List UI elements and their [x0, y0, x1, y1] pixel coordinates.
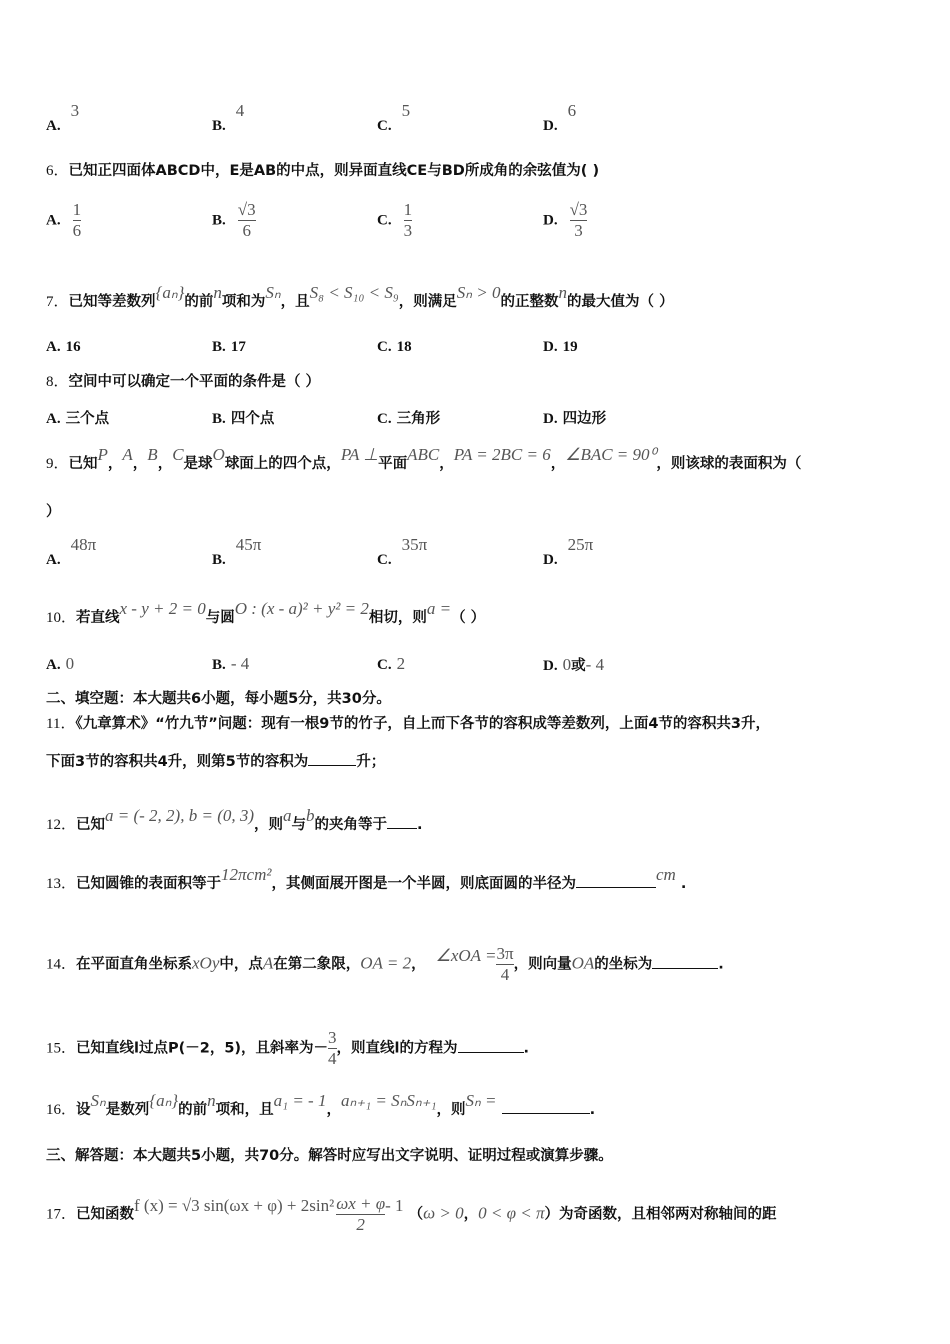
q6-option-b [212, 200, 256, 241]
question-number: 6． [46, 163, 69, 179]
answer-blank[interactable] [387, 814, 417, 829]
math: OA = 2 [360, 953, 412, 973]
option-label: C. [377, 552, 392, 568]
math: OA [571, 953, 595, 973]
question-8 [46, 372, 320, 392]
text: 已知圆锥的表面积等于 [76, 876, 222, 892]
text: （ [408, 1206, 424, 1223]
option-value: 四个点 [230, 411, 275, 427]
option-label: A. [46, 657, 61, 673]
text: 已知直线l过点P(－2，5)，且斜率为－ [76, 1040, 329, 1057]
question-17 [46, 1194, 776, 1235]
option-label: A. [46, 118, 61, 134]
question-number: 15． [46, 1040, 77, 1057]
question-number: 7． [46, 294, 69, 310]
numerator: 1 [72, 200, 82, 219]
text: 的最大值为（ ） [567, 294, 674, 310]
question-text: 空间中可以确定一个平面的条件是（ ） [68, 374, 321, 390]
q9-option-a [46, 535, 97, 569]
option-label: C. [377, 657, 392, 673]
text: 的坐标为 [594, 956, 653, 973]
q8-option-a [46, 407, 109, 428]
math: xOy [192, 953, 220, 973]
math: a [283, 806, 292, 825]
math: Sₙ [265, 283, 281, 302]
text: 的正整数 [500, 294, 559, 310]
text: 与 [291, 817, 307, 833]
fraction [238, 200, 256, 241]
question-16 [46, 1091, 596, 1120]
question-10 [46, 599, 486, 628]
text: 或 [571, 658, 586, 674]
q9-option-d [543, 535, 594, 569]
option-label: B. [212, 552, 226, 568]
q8-option-d [543, 407, 606, 428]
option-label: D. [543, 118, 558, 134]
question-number: 11． [46, 716, 76, 732]
math: PA = 2BC = 6 [453, 445, 551, 464]
math: ∠BAC = 90⁰ [565, 445, 657, 464]
q10-option-d [543, 654, 604, 675]
numerator: 3 [328, 1028, 337, 1047]
fraction [570, 200, 588, 241]
section-3-heading: 三、解答题：本大题共5小题，共70分。解答时应写出文字说明、证明过程或演算步骤。 [46, 1148, 613, 1164]
text: ）为奇函数，且相邻两对称轴间的距 [544, 1206, 777, 1223]
text: . [523, 1040, 530, 1057]
answer-blank[interactable] [576, 873, 656, 888]
option-label: C. [377, 339, 392, 355]
text: . [718, 956, 724, 973]
option-value: 2 [396, 654, 406, 673]
math: Sₙ > 0 [456, 283, 501, 302]
fraction [328, 1028, 337, 1069]
text: 与圆 [205, 610, 235, 626]
question-number: 17． [46, 1206, 77, 1223]
text: 是数列 [105, 1102, 150, 1118]
option-value: 6 [567, 101, 577, 120]
question-6 [46, 161, 599, 181]
math: ∠xOA = [435, 945, 497, 965]
q7-option-b [212, 339, 246, 356]
denominator: 2 [356, 1215, 365, 1234]
text: ） [46, 504, 61, 520]
text: 若直线 [76, 610, 120, 626]
text: . [417, 817, 423, 833]
text: 的前 [178, 1102, 208, 1118]
math: n [213, 283, 222, 302]
math: B [147, 445, 158, 464]
math: a = [426, 599, 452, 618]
denominator: 3 [403, 221, 413, 240]
text: ，则 [436, 1102, 466, 1118]
numerator: √3 [569, 200, 588, 219]
option-label: B. [212, 339, 226, 355]
text: . [680, 876, 687, 892]
text: ，则向量 [513, 956, 572, 973]
q5-option-a [46, 101, 80, 135]
answer-blank[interactable] [502, 1099, 590, 1114]
text: 已知 [76, 817, 106, 833]
q9-option-b [212, 535, 262, 569]
math: a₁ = - 1 [273, 1091, 327, 1110]
answer-blank[interactable] [308, 751, 356, 766]
option-label: A. [46, 552, 61, 568]
option-label: B. [212, 411, 226, 427]
option-value: 35π [401, 535, 428, 554]
q10-option-a [46, 654, 74, 674]
denominator: 3 [574, 221, 583, 240]
text: 相切，则 [368, 610, 427, 626]
math: Sₙ [90, 1091, 106, 1110]
math: Sₙ = [465, 1091, 497, 1110]
question-text: 已知正四面体ABCD中，E是AB的中点，则异面直线CE与BD所成角的余弦值为( ) [68, 163, 600, 179]
option-label: C. [377, 118, 392, 134]
text: ， [463, 1206, 479, 1223]
numerator: √3 [237, 200, 256, 219]
text: 是球 [183, 456, 213, 472]
question-number: 14． [46, 956, 77, 973]
math: {aₙ} [149, 1091, 179, 1110]
q7-option-d [543, 339, 578, 356]
math: a = (- 2, 2), b = (0, 3) [105, 806, 255, 825]
text: ， [326, 1102, 341, 1118]
question-9: 9．已知P，A，B，C是球O球面上的四个点，PA ⊥平面ABC，PA = 2BC = 6，∠BAC = 90⁰，则该球的表面积为（ [46, 445, 802, 472]
q10-option-c [377, 654, 405, 674]
question-number: 13． [46, 876, 77, 892]
question-15 [46, 1028, 529, 1069]
q5-option-d [543, 101, 577, 135]
question-11 [46, 714, 770, 734]
question-number: 9． [46, 456, 69, 472]
option-value: 4 [235, 101, 245, 120]
text: 项和为 [221, 294, 266, 310]
text: （ ） [451, 610, 486, 626]
math: - 1 [385, 1195, 404, 1215]
math: f (x) = √3 sin(ωx + φ) + 2sin² [134, 1195, 335, 1215]
question-14 [46, 944, 724, 985]
q7-option-c [377, 339, 412, 356]
question-text: 下面3节的容积共4升，则第5节的容积为 [46, 754, 309, 770]
option-label: D. [543, 212, 558, 229]
text: 已知函数 [76, 1206, 135, 1223]
option-label: B. [212, 212, 226, 229]
math: {aₙ} [155, 283, 185, 302]
option-value: 0 [562, 655, 572, 674]
text: 中，点 [219, 956, 263, 973]
question-7 [46, 283, 674, 312]
text: 已知 [68, 456, 98, 472]
math: ABC [407, 445, 440, 464]
option-value: - 4 [230, 654, 250, 673]
q8-option-c [377, 407, 440, 428]
text: 球面上的四个点， [224, 456, 341, 472]
option-label: D. [543, 339, 558, 355]
option-label: A. [46, 339, 61, 355]
option-value: 四边形 [562, 411, 607, 427]
math: n [558, 283, 568, 302]
q5-option-c [377, 101, 411, 135]
option-value: 5 [401, 101, 411, 120]
option-label: A. [46, 212, 61, 229]
text: 设 [76, 1102, 91, 1118]
q10-option-b [212, 654, 249, 674]
text: 平面 [378, 456, 408, 472]
option-value: 16 [65, 339, 81, 355]
option-label: B. [212, 118, 226, 134]
math: 0 < φ < π [478, 1203, 545, 1223]
text: ，则满足 [398, 294, 457, 310]
option-value: 18 [396, 339, 412, 355]
math: O : (x - a)² + y² = 2 [234, 599, 369, 618]
option-label: C. [377, 212, 392, 229]
answer-blank[interactable] [458, 1038, 524, 1053]
option-value: 三角形 [396, 411, 441, 427]
math: ω > 0 [423, 1203, 464, 1223]
text: ， [411, 956, 426, 973]
fraction [336, 1194, 385, 1235]
q7-option-a [46, 339, 81, 356]
option-label: C. [377, 411, 392, 427]
math: C [172, 445, 184, 464]
question-number: 12． [46, 817, 77, 833]
denominator: 6 [242, 221, 251, 240]
option-label: A. [46, 411, 61, 427]
question-number: 8． [46, 374, 69, 390]
option-label: D. [543, 411, 558, 427]
question-number: 10． [46, 610, 77, 626]
math: cm [655, 865, 676, 884]
text: 在平面直角坐标系 [76, 956, 193, 973]
question-12 [46, 806, 423, 835]
question-number: 16． [46, 1102, 77, 1118]
option-value: 25π [567, 535, 594, 554]
numerator: 3π [496, 944, 514, 963]
math: PA ⊥ [340, 445, 379, 464]
math: b [306, 806, 315, 825]
math: 12πcm² [221, 865, 272, 884]
math: x - y + 2 = 0 [119, 599, 206, 618]
text: ，则直线l的方程为 [336, 1040, 458, 1057]
option-value: 三个点 [65, 411, 110, 427]
text: ，则 [254, 817, 284, 833]
section-2-heading: 二、填空题：本大题共6小题，每小题5分，共30分。 [46, 691, 391, 707]
option-value: 48π [70, 535, 97, 554]
fraction [73, 200, 82, 241]
text: 的前 [184, 294, 214, 310]
math: A [122, 445, 133, 464]
math: S₈ < S₁₀ < S₉ [309, 283, 399, 302]
denominator: 4 [500, 965, 510, 984]
text: ，且 [280, 294, 310, 310]
q5-option-b [212, 101, 245, 135]
option-label: D. [543, 552, 558, 568]
text: 已知等差数列 [68, 294, 156, 310]
option-value: 19 [562, 339, 578, 355]
q8-option-b [212, 407, 274, 428]
math: aₙ₊₁ = SₙSₙ₊₁ [340, 1091, 437, 1110]
question-text: 《九章算术》“竹九节”问题：现有一根9节的竹子，自上而下各节的容积成等差数列，上面4节的容积共3升， [75, 716, 771, 732]
option-label: D. [543, 658, 558, 674]
math: P [97, 445, 108, 464]
question-13 [46, 865, 687, 894]
text: ，其侧面展开图是一个半圆，则底面圆的半径为 [271, 876, 576, 892]
option-value: 45π [235, 535, 262, 554]
question-text: 升； [356, 754, 386, 770]
option-value: - 4 [585, 655, 605, 674]
text: 的夹角等于 [314, 817, 388, 833]
option-value: 3 [70, 101, 80, 120]
math: n [207, 1091, 216, 1110]
denominator: 4 [328, 1049, 337, 1068]
denominator: 6 [72, 221, 82, 240]
option-value: 0 [65, 654, 75, 673]
option-label: B. [212, 657, 226, 673]
question-9-continued [46, 502, 61, 522]
q6-option-d [543, 200, 587, 241]
option-value: 17 [230, 339, 246, 355]
math: A [262, 953, 274, 973]
question-11-continued [46, 751, 385, 772]
q6-option-c [377, 200, 412, 241]
numerator: 1 [403, 200, 413, 219]
text: . [589, 1102, 596, 1118]
answer-blank[interactable] [652, 954, 718, 969]
fraction [404, 200, 413, 241]
text: ，则该球的表面积为（ [656, 456, 802, 472]
q9-option-c [377, 535, 428, 569]
text: 在第二象限， [273, 956, 361, 973]
math: O [212, 445, 225, 464]
q6-option-a [46, 200, 81, 241]
fraction [496, 944, 513, 985]
numerator: ωx + φ [336, 1194, 386, 1213]
text: 项和，且 [215, 1102, 274, 1118]
